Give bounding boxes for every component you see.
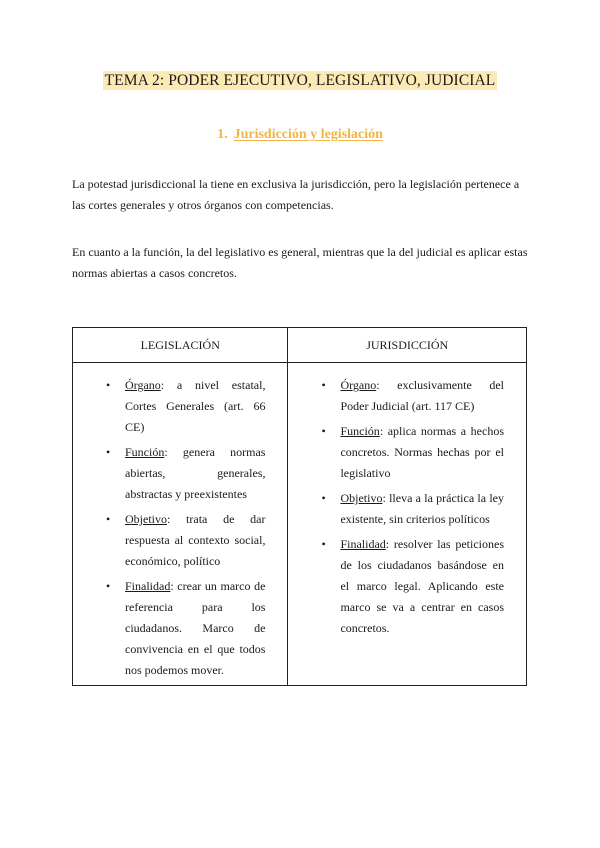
item-text: : aplica normas a hechos concretos. Normas hechas por el legislativo [340,424,504,480]
paragraph-funcion: En cuanto a la función, la del legislativo es general, mientras que la del judicial es aplicar estas normas abiertas a casos concretos. [72,245,528,280]
list-item [95,375,265,438]
item-text: : a nivel estatal, Cortes Generales (art. 66 CE) [125,378,266,434]
item-term: Órgano [125,378,161,392]
item-text: : resolver las peticiones de los ciudadanos basándose en el marco legal. Aplicando este marco se va a centrar en casos concretos. [340,537,504,635]
jurisdiccion-cell [288,363,527,686]
item-term: Órgano [340,378,377,392]
header-legislacion: LEGISLACIÓN [73,328,288,363]
list-item [95,576,265,681]
item-text: : exclusivamente del Poder Judicial (art. 117 CE) [340,378,504,413]
list-item [310,534,504,639]
item-term: Objetivo [340,491,383,505]
comparison-table [72,327,527,686]
item-term: Objetivo [125,512,167,526]
section-number: 1. [217,127,228,142]
item-term: Finalidad [125,579,171,593]
item-text: : genera normas abiertas, generales, abstractas y preexistentes [125,445,266,501]
list-item [95,442,265,505]
legislacion-list [95,375,265,681]
list-item [310,421,504,484]
jurisdiccion-list [310,375,504,639]
item-text: : lleva a la práctica la ley existente, sin criterios políticos [340,491,504,526]
header-jurisdiccion: JURISDICCIÓN [288,328,527,363]
section-heading [0,127,600,143]
item-term: Función [340,424,380,438]
list-item [310,375,504,417]
item-text: : crear un marco de referencia para los ciudadanos. Marco de convivencia en el que todos nos podemos mover. [125,579,266,677]
item-text: : trata de dar respuesta al contexto social, económico, político [125,512,266,568]
table-header-row [73,328,527,363]
item-term: Función [125,445,165,459]
list-item [310,488,504,530]
legislacion-cell [73,363,288,686]
list-item [95,509,265,572]
document-title [0,72,600,90]
table-body-row [73,363,527,686]
section-title: Jurisdicción y legislación [233,127,383,142]
document-title-text: TEMA 2: PODER EJECUTIVO, LEGISLATIVO, JUDICIAL [104,72,496,89]
item-term: Finalidad [340,537,386,551]
paragraph-potestad: La potestad jurisdiccional la tiene en exclusiva la jurisdicción, pero la legislación pertenece a las cortes generales y otros órganos con competencias. [72,177,520,212]
